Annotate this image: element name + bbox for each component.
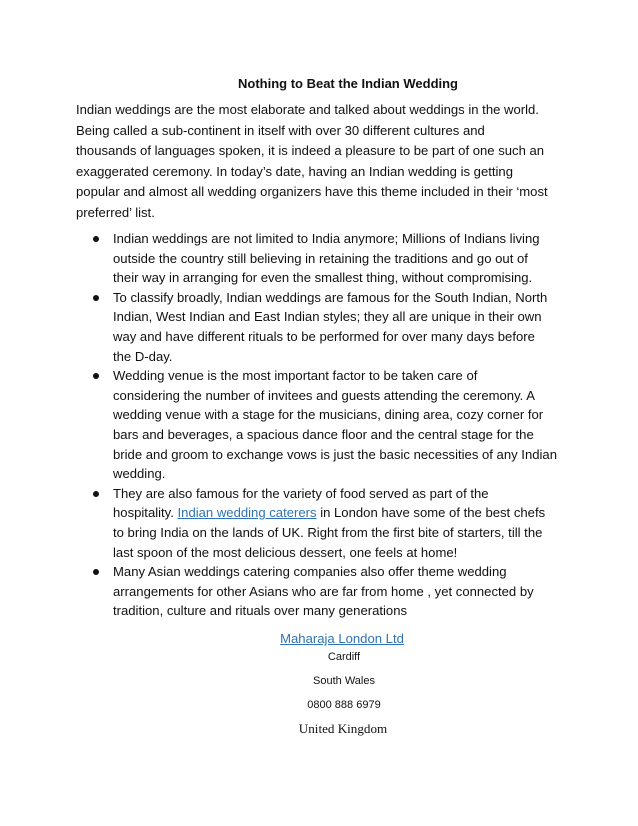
bullet-line: To classify broadly, Indian weddings are famous for the South Indian, North: [113, 289, 548, 305]
bullet-item: [0, 484, 638, 562]
bullet-icon: [93, 373, 99, 379]
bullet-icon: [93, 569, 99, 575]
bullet-list: [0, 229, 638, 621]
bullet-line: wedding.: [113, 466, 166, 482]
footer-city: Cardiff: [327, 651, 361, 663]
bullet-item: [0, 562, 638, 621]
intro-line: Indian weddings are the most elaborate and talked about weddings in the world.: [76, 102, 539, 117]
footer-phone: 0800 888 6979: [307, 699, 381, 711]
intro-paragraph: [76, 100, 572, 224]
bullet-item: [0, 288, 638, 366]
bullet-line: considering the number of invitees and guests attending the ceremony. A: [113, 387, 535, 403]
bullet-line: way and have different rituals to be performed for over many days before: [113, 328, 535, 344]
intro-line: Being called a sub-continent in itself with over 30 different cultures and: [76, 122, 485, 138]
bullet-line: Wedding venue is the most important factor to be taken care of: [113, 368, 478, 384]
bullet-line: outside the country still believing in retaining the traditions and go out of: [113, 250, 528, 266]
bullet-line-with-link: [113, 503, 638, 523]
bullet-line: their way in arranging for even the smallest thing, without compromising.: [113, 270, 533, 286]
bullet-line: Indian weddings are not limited to India anymore; Millions of Indians living: [113, 231, 540, 246]
footer-region: South Wales: [313, 675, 375, 687]
bullet-line: wedding venue with a stage for the musicians, dining area, cozy corner for: [113, 407, 544, 423]
intro-line: exaggerated ceremony. In today’s date, having an Indian wedding is getting: [76, 163, 513, 179]
bullet-line: They are also famous for the variety of food served as part of the: [113, 485, 489, 501]
bullet-item: [0, 229, 638, 288]
indian-wedding-caterers-link[interactable]: Indian wedding caterers: [177, 505, 317, 521]
bullet-line: bride and groom to exchange vows is just the basic necessities of any Indian: [113, 446, 557, 462]
bullet-line: arrangements for other Asians who are far from home , yet connected by: [113, 583, 534, 599]
bullet-text: hospitality.: [113, 505, 178, 521]
document-title: Nothing to Beat the Indian Wedding: [237, 76, 459, 91]
bullet-line: bars and beverages, a spacious dance floor and the central stage for the: [113, 426, 534, 442]
bullet-line: Many Asian weddings catering companies also offer theme wedding: [113, 564, 507, 580]
bullet-icon: [93, 236, 99, 242]
intro-line: thousands of languages spoken, it is indeed a pleasure to be part of one such an: [76, 143, 545, 159]
bullet-line: the D-day.: [113, 348, 173, 364]
bullet-line: to bring India on the lands of UK. Right from the first bite of starters, till the: [113, 524, 543, 540]
intro-line: popular and almost all wedding organizers have this theme included in their ‘most: [76, 184, 548, 200]
bullet-line: Indian, West Indian and East Indian styles; they all are unique in their own: [113, 309, 542, 325]
bullet-line: tradition, culture and rituals over many generations: [113, 603, 408, 619]
intro-line: preferred’ list.: [76, 204, 155, 220]
footer-company: [0, 630, 638, 648]
footer-country: United Kingdom: [298, 721, 388, 736]
bullet-icon: [93, 491, 99, 497]
company-link[interactable]: Maharaja London Ltd: [280, 631, 404, 646]
bullet-line: last spoon of the most delicious dessert, one feels at home!: [113, 544, 458, 560]
bullet-text: in London have some of the best chefs: [316, 505, 546, 521]
bullet-item: [0, 366, 638, 484]
bullet-icon: [93, 295, 99, 301]
